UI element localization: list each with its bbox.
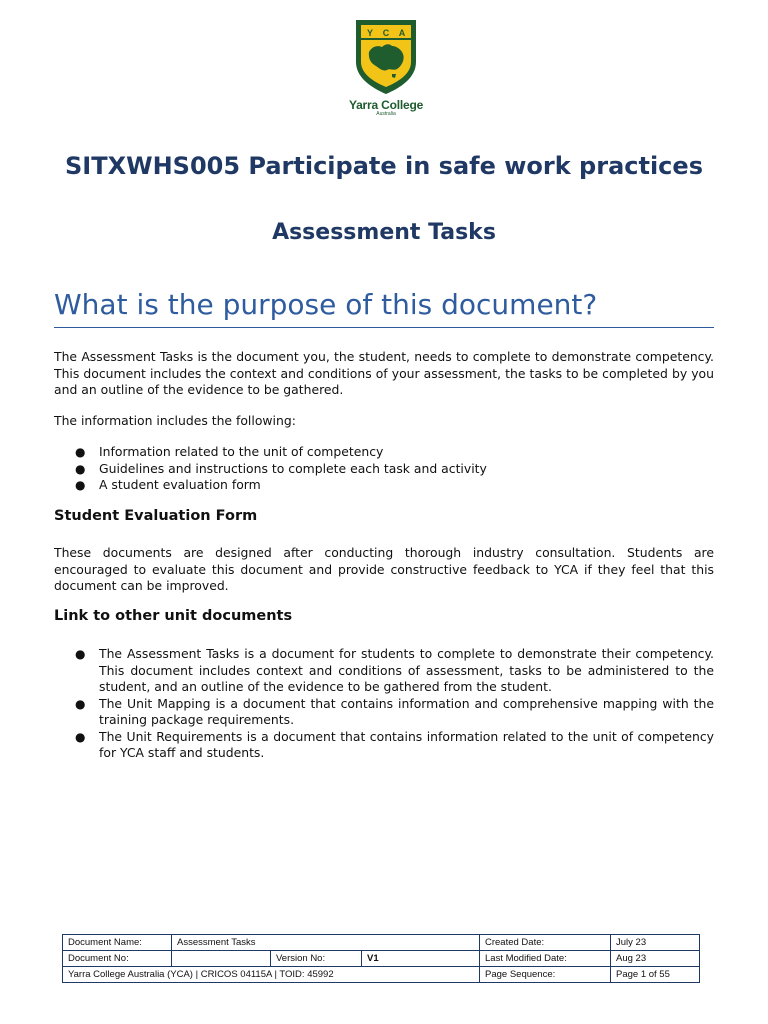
list-item-text: The Unit Mapping is a document that contains information and comprehensive mapping with the training package requirements. xyxy=(99,695,714,727)
bullet-icon: ● xyxy=(75,478,86,492)
unit-title: SITXWHS005 Participate in safe work practices xyxy=(65,152,703,180)
doc-no-label: Document No: xyxy=(63,951,172,967)
link-list xyxy=(54,646,714,762)
list-item xyxy=(54,696,714,729)
logo-college-name: Yarra College xyxy=(348,98,424,112)
version-label: Version No: xyxy=(271,951,362,967)
link-heading: Link to other unit documents xyxy=(54,608,293,624)
bullet-icon: ● xyxy=(75,461,86,476)
list-item-text: The Unit Requirements is a document that contains information related to the unit of competency for YCA staff and students. xyxy=(99,728,714,760)
list-item xyxy=(54,461,714,478)
info-list xyxy=(54,444,714,494)
bullet-icon: ● xyxy=(75,729,86,744)
document-footer-table xyxy=(62,934,700,983)
organisation-info: Yarra College Australia (YCA) | CRICOS 04115A | TOID: 45992 xyxy=(63,967,480,983)
list-item xyxy=(54,444,714,461)
list-item xyxy=(54,729,714,762)
table-row xyxy=(63,951,700,967)
document-title: Assessment Tasks xyxy=(272,220,496,245)
logo-letter-c: C xyxy=(382,28,390,38)
bullet-icon: ● xyxy=(75,647,86,661)
evaluation-heading: Student Evaluation Form xyxy=(54,508,258,524)
page-sequence-label: Page Sequence: xyxy=(480,967,611,983)
college-logo xyxy=(340,16,432,120)
page-sequence-value: Page 1 of 55 xyxy=(611,967,700,983)
list-item-text: The Assessment Tasks is a document for students to complete to demonstrate their competency. This document includes context and conditions of assessment, tasks to be administered to the student, and an outline of the evidence to be gathered from the student. xyxy=(99,646,714,694)
modified-date-label: Last Modified Date: xyxy=(480,951,611,967)
intro-paragraph: The Assessment Tasks is the document you, the student, needs to complete to demonstrate competency. This document includes the context and conditions of your assessment, the tasks to be completed by you and an outline of the evidence to be gathered. xyxy=(54,349,714,397)
evaluation-paragraph: These documents are designed after conducting thorough industry consultation. Students are encouraged to evaluate this document and provide constructive feedback to YCA if they feel that this document can be improved. xyxy=(54,545,714,593)
doc-name-value: Assessment Tasks xyxy=(172,935,480,951)
bullet-icon: ● xyxy=(75,696,86,711)
list-item xyxy=(54,646,714,696)
list-item xyxy=(54,477,714,494)
logo-letter-a: A xyxy=(398,28,406,38)
list-item-text: Guidelines and instructions to complete each task and activity xyxy=(99,460,487,476)
list-item-text: Information related to the unit of competency xyxy=(99,444,384,459)
purpose-heading: What is the purpose of this document? xyxy=(54,288,714,328)
created-date-value: July 23 xyxy=(611,935,700,951)
bullet-icon: ● xyxy=(75,445,86,459)
modified-date-value: Aug 23 xyxy=(611,951,700,967)
list-item-text: A student evaluation form xyxy=(99,477,261,492)
logo-country: Australia xyxy=(376,111,396,117)
table-row xyxy=(63,967,700,983)
doc-no-value xyxy=(172,951,271,967)
table-row xyxy=(63,935,700,951)
version-value: V1 xyxy=(362,951,480,967)
created-date-label: Created Date: xyxy=(480,935,611,951)
info-intro: The information includes the following: xyxy=(54,413,296,428)
doc-name-label: Document Name: xyxy=(63,935,172,951)
logo-letter-y: Y xyxy=(366,28,374,38)
shield-crest-icon xyxy=(352,16,420,96)
